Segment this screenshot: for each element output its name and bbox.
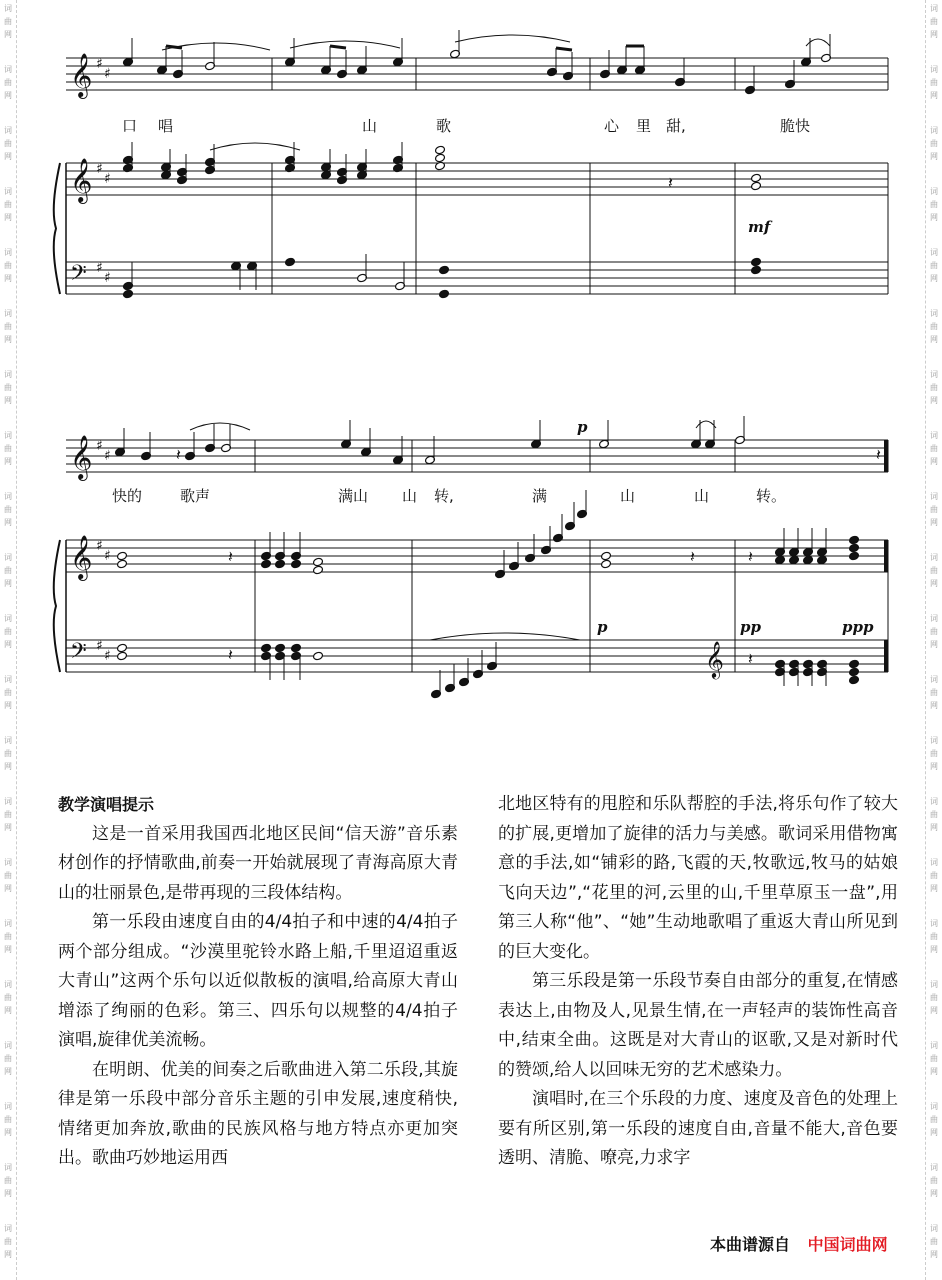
note-head xyxy=(439,289,450,299)
key-sharp: ♯ xyxy=(104,548,111,564)
note-head xyxy=(117,559,128,569)
note-head xyxy=(313,651,324,661)
watermark-glyph: 曲 xyxy=(4,200,12,209)
dynamic-pp: pp xyxy=(740,618,761,636)
watermark-glyph: 词 xyxy=(4,126,12,135)
watermark-glyph: 网 xyxy=(4,1128,12,1137)
note-beam xyxy=(330,46,346,48)
watermark-glyph: 网 xyxy=(4,30,12,39)
watermark-glyph: 词 xyxy=(930,858,938,867)
watermark-glyph: 词 xyxy=(4,65,12,74)
watermark-glyph: 词 xyxy=(4,797,12,806)
watermark-glyph: 词 xyxy=(4,1224,12,1233)
key-sharp: ♯ xyxy=(104,448,111,464)
watermark-glyph: 网 xyxy=(4,1189,12,1198)
watermark-glyph: 网 xyxy=(4,701,12,710)
note-head xyxy=(849,543,860,553)
key-sharp: ♯ xyxy=(104,648,111,664)
lyric-syllable: 心 xyxy=(604,117,620,135)
dynamic-p-piano: p xyxy=(597,618,608,636)
watermark-glyph: 曲 xyxy=(4,1115,12,1124)
key-sharp: ♯ xyxy=(96,538,103,554)
note-head xyxy=(849,675,860,685)
watermark-glyph: 曲 xyxy=(4,627,12,636)
rest: 𝄽 xyxy=(748,547,753,566)
watermark-glyph: 网 xyxy=(930,457,938,466)
tie-slur xyxy=(430,633,580,640)
note-head xyxy=(313,557,324,567)
paragraph: 演唱时,在三个乐段的力度、速度及音色的处理上要有所区别,第一乐段的速度自由,音量不能大,音色要透明、清脆、嘹亮,力求字 xyxy=(498,1089,898,1168)
watermark-glyph: 曲 xyxy=(930,78,938,87)
note-head xyxy=(291,643,302,653)
treble-clef: 𝄞 xyxy=(70,53,93,97)
watermark-glyph: 词 xyxy=(930,919,938,928)
dynamic-p-voice: p xyxy=(577,418,588,436)
piano-brace xyxy=(54,540,60,672)
watermark-glyph: 词 xyxy=(930,187,938,196)
key-sharp: ♯ xyxy=(96,260,103,276)
watermark-glyph: 曲 xyxy=(930,932,938,941)
paragraph: 第三乐段是第一乐段节奏自由部分的重复,在情感表达上,由物及人,见景生情,在一声轻声的装饰性高音中,结束全曲。这既是对大青山的讴歌,又是对新时代的赞颂,给人以回味无穷的艺术感染力。 xyxy=(498,971,898,1080)
key-sharp: ♯ xyxy=(104,171,111,187)
key-sharp: ♯ xyxy=(104,66,111,82)
watermark-glyph: 词 xyxy=(930,65,938,74)
watermark-glyph: 网 xyxy=(930,1006,938,1015)
lyric-syllable: 满山 xyxy=(338,487,369,505)
watermark-glyph: 网 xyxy=(4,884,12,893)
watermark-glyph: 词 xyxy=(930,431,938,440)
note-head xyxy=(439,265,450,275)
watermark-glyph: 词 xyxy=(930,553,938,562)
watermark-glyph: 网 xyxy=(4,274,12,283)
rest: 𝄽 xyxy=(228,645,233,664)
note-head xyxy=(313,565,324,575)
note-beam xyxy=(556,48,572,50)
lyric-syllable: 山 xyxy=(402,487,418,505)
note-head xyxy=(751,173,762,183)
watermark-glyph: 曲 xyxy=(4,322,12,331)
watermark-glyph: 词 xyxy=(4,370,12,379)
note-head xyxy=(849,551,860,561)
watermark-glyph: 曲 xyxy=(930,1054,938,1063)
lyric-syllable: 山 xyxy=(694,487,710,505)
watermark-glyph: 网 xyxy=(930,1189,938,1198)
watermark-glyph: 网 xyxy=(930,335,938,344)
watermark-glyph: 词 xyxy=(4,1163,12,1172)
note-head xyxy=(291,559,302,569)
bass-clef: 𝄢 xyxy=(70,261,87,291)
watermark-glyph: 词 xyxy=(4,309,12,318)
watermark-glyph: 曲 xyxy=(4,17,12,26)
note-head xyxy=(849,667,860,677)
rest: 𝄽 xyxy=(690,547,695,566)
watermark-glyph: 曲 xyxy=(930,505,938,514)
note-head xyxy=(275,643,286,653)
watermark-glyph: 词 xyxy=(930,248,938,257)
watermark-glyph: 网 xyxy=(4,823,12,832)
watermark-glyph: 词 xyxy=(930,4,938,13)
watermark-glyph: 词 xyxy=(930,1041,938,1050)
watermark-glyph: 词 xyxy=(4,431,12,440)
watermark-glyph: 曲 xyxy=(4,871,12,880)
watermark-glyph: 词 xyxy=(4,919,12,928)
watermark-glyph: 曲 xyxy=(4,78,12,87)
watermark-glyph: 网 xyxy=(930,274,938,283)
bass-clef: 𝄢 xyxy=(70,639,87,669)
watermark-glyph: 曲 xyxy=(930,200,938,209)
note-head xyxy=(775,555,786,565)
treble-clef: 𝄞 xyxy=(70,535,93,579)
lyric-syllable: 歌 xyxy=(436,117,452,135)
watermark-glyph: 网 xyxy=(4,1067,12,1076)
watermark-glyph: 词 xyxy=(930,126,938,135)
note-head xyxy=(751,257,762,267)
treble-clef: 𝄞 xyxy=(70,158,93,202)
watermark-glyph: 网 xyxy=(930,640,938,649)
source-label: 本曲谱源自 xyxy=(710,1235,791,1254)
watermark-glyph: 网 xyxy=(4,396,12,405)
lyric-syllable: 快的 xyxy=(112,487,143,505)
watermark-glyph: 曲 xyxy=(4,932,12,941)
watermark-glyph: 曲 xyxy=(4,1054,12,1063)
rest: 𝄽 xyxy=(748,649,753,668)
rest: 𝄽 xyxy=(228,547,233,566)
watermark-glyph: 词 xyxy=(930,797,938,806)
dynamic-ppp: ppp xyxy=(842,618,874,636)
tie-slur xyxy=(210,143,300,150)
watermark-glyph: 曲 xyxy=(4,444,12,453)
note-head xyxy=(435,153,446,163)
watermark-glyph: 词 xyxy=(4,492,12,501)
source-brand-link[interactable]: 中国词曲网 xyxy=(807,1235,888,1254)
note-head xyxy=(817,555,828,565)
watermark-glyph: 词 xyxy=(4,980,12,989)
watermark-glyph: 网 xyxy=(930,152,938,161)
watermark-glyph: 网 xyxy=(930,396,938,405)
watermark-glyph: 词 xyxy=(930,736,938,745)
watermark-glyph: 曲 xyxy=(930,444,938,453)
watermark-glyph: 词 xyxy=(4,248,12,257)
watermark-glyph: 网 xyxy=(4,1250,12,1259)
watermark-glyph: 曲 xyxy=(4,505,12,514)
note-head xyxy=(261,559,272,569)
note-head xyxy=(285,257,296,267)
watermark-glyph: 网 xyxy=(930,1067,938,1076)
note-head xyxy=(751,181,762,191)
treble-clef-change: 𝄞 xyxy=(705,640,724,678)
watermark-glyph: 曲 xyxy=(930,688,938,697)
watermark-glyph: 曲 xyxy=(4,1176,12,1185)
watermark-glyph: 网 xyxy=(4,579,12,588)
note-head xyxy=(275,559,286,569)
watermark-glyph: 网 xyxy=(930,1250,938,1259)
note-head xyxy=(117,551,128,561)
lyric-syllable: 口 xyxy=(122,117,138,135)
note-head xyxy=(789,555,800,565)
note-head xyxy=(803,555,814,565)
note-head xyxy=(117,643,128,653)
watermark-glyph: 网 xyxy=(4,762,12,771)
watermark-glyph: 网 xyxy=(4,518,12,527)
watermark-glyph: 网 xyxy=(4,91,12,100)
lyric-syllable: 山 xyxy=(620,487,636,505)
watermark-glyph: 曲 xyxy=(930,322,938,331)
watermark-glyph: 网 xyxy=(930,518,938,527)
watermark-glyph: 词 xyxy=(4,614,12,623)
watermark-glyph: 网 xyxy=(4,335,12,344)
watermark-glyph: 曲 xyxy=(930,627,938,636)
watermark-glyph: 词 xyxy=(930,614,938,623)
watermark-glyph: 曲 xyxy=(4,139,12,148)
watermark-glyph: 网 xyxy=(930,30,938,39)
watermark-glyph: 词 xyxy=(930,980,938,989)
note-head xyxy=(601,551,612,561)
watermark-glyph: 词 xyxy=(930,492,938,501)
watermark-glyph: 网 xyxy=(4,1006,12,1015)
watermark-glyph: 词 xyxy=(930,1163,938,1172)
watermark-glyph: 曲 xyxy=(4,1237,12,1246)
lyric-syllable: 转, xyxy=(434,487,454,505)
watermark-glyph: 词 xyxy=(4,736,12,745)
lyric-syllable: 里 xyxy=(636,117,652,135)
paragraph: 在明朗、优美的间奏之后歌曲进入第二乐段,其旋律是第一乐段中部分音乐主题的引申发展,速度稍快,情绪更加奔放,歌曲的民族风格与地方特点亦更加突出。歌曲巧妙地运用西 xyxy=(58,1059,458,1168)
watermark-glyph: 网 xyxy=(930,213,938,222)
watermark-glyph: 曲 xyxy=(4,261,12,270)
final-bar xyxy=(884,640,888,672)
watermark-glyph: 曲 xyxy=(4,688,12,697)
rest: 𝄽 xyxy=(876,445,881,464)
watermark-glyph: 网 xyxy=(930,701,938,710)
watermark-glyph: 词 xyxy=(930,1102,938,1111)
watermark-glyph: 曲 xyxy=(930,566,938,575)
watermark-glyph: 曲 xyxy=(930,871,938,880)
watermark-glyph: 网 xyxy=(930,1128,938,1137)
key-sharp: ♯ xyxy=(104,270,111,286)
note-head xyxy=(261,643,272,653)
watermark-glyph: 词 xyxy=(4,553,12,562)
lyric-syllable: 歌声 xyxy=(180,487,211,505)
watermark-glyph: 网 xyxy=(930,579,938,588)
lyric-syllable: 满 xyxy=(532,487,548,505)
watermark-glyph: 网 xyxy=(930,823,938,832)
watermark-glyph: 网 xyxy=(930,762,938,771)
watermark-glyph: 网 xyxy=(930,91,938,100)
watermark-glyph: 词 xyxy=(4,187,12,196)
rest: 𝄽 xyxy=(176,445,181,464)
watermark-glyph: 曲 xyxy=(4,749,12,758)
rest: 𝄽 xyxy=(668,173,673,192)
key-sharp: ♯ xyxy=(96,438,103,454)
paragraph: 第一乐段由速度自由的4/4拍子和中速的4/4拍子两个部分组成。“沙漠里驼铃水路上船,千里迢迢重返大青山”这两个乐句以近似散板的演唱,给高原大青山增添了绚丽的色彩。第三、四乐句以规整的4/4拍子演唱,旋律优美流畅。 xyxy=(58,912,458,1050)
treble-clef: 𝄞 xyxy=(70,435,93,479)
watermark-glyph: 曲 xyxy=(930,749,938,758)
watermark-glyph: 曲 xyxy=(930,1237,938,1246)
watermark-glyph: 词 xyxy=(930,1224,938,1233)
dynamic-mf: mf xyxy=(748,218,771,236)
piano-brace xyxy=(54,163,60,294)
note-head xyxy=(117,651,128,661)
tie-slur xyxy=(190,423,250,430)
watermark-glyph: 网 xyxy=(4,945,12,954)
lyric-syllable: 甜, xyxy=(666,117,686,135)
paragraph: 北地区特有的甩腔和乐队帮腔的手法,将乐句作了较大的扩展,更增加了旋律的活力与美感。歌词采用借物寓意的手法,如“铺彩的路,飞霞的天,牧歌远,牧马的姑娘飞向天边”,“花里的河,云里的山,千里草原玉一盘”,用第三人称“他”、“她”生动地歌唱了重返大青山所见到的巨大变化。 xyxy=(498,794,898,962)
note-head xyxy=(601,559,612,569)
lyric-syllable: 唱 xyxy=(158,117,174,135)
watermark-glyph: 曲 xyxy=(930,1115,938,1124)
watermark-glyph: 网 xyxy=(4,152,12,161)
final-bar xyxy=(884,440,888,472)
watermark-glyph: 网 xyxy=(930,884,938,893)
watermark-glyph: 网 xyxy=(4,457,12,466)
watermark-glyph: 曲 xyxy=(930,383,938,392)
watermark-glyph: 网 xyxy=(930,945,938,954)
watermark-glyph: 曲 xyxy=(930,139,938,148)
tie-slur xyxy=(455,35,570,42)
paragraph: 这是一首采用我国西北地区民间“信天游”音乐素材创作的抒情歌曲,前奏一开始就展现了青海高原大青山的壮丽景色,是带再现的三段体结构。 xyxy=(58,823,458,903)
lyric-syllable: 转。 xyxy=(756,487,787,505)
note-head xyxy=(849,535,860,545)
watermark-glyph: 曲 xyxy=(930,1176,938,1185)
watermark-glyph: 词 xyxy=(930,309,938,318)
left-column xyxy=(58,790,458,1174)
watermark-glyph: 曲 xyxy=(930,993,938,1002)
watermark-glyph: 曲 xyxy=(930,810,938,819)
watermark-glyph: 曲 xyxy=(4,383,12,392)
key-sharp: ♯ xyxy=(96,161,103,177)
tie-slur xyxy=(696,421,716,428)
watermark-glyph: 曲 xyxy=(4,993,12,1002)
watermark-glyph: 网 xyxy=(4,213,12,222)
watermark-glyph: 曲 xyxy=(930,17,938,26)
watermark-glyph: 网 xyxy=(4,640,12,649)
note-head xyxy=(123,289,134,299)
watermark-glyph: 曲 xyxy=(4,566,12,575)
key-sharp: ♯ xyxy=(96,56,103,72)
watermark-glyph: 曲 xyxy=(4,810,12,819)
note-head xyxy=(751,265,762,275)
final-bar xyxy=(884,540,888,572)
right-column xyxy=(498,790,898,1174)
notes-heading: 教学演唱提示 xyxy=(58,795,155,814)
lyric-syllable: 脆快 xyxy=(780,117,811,135)
source-credit xyxy=(710,1232,888,1255)
note-head xyxy=(435,145,446,155)
watermark-glyph: 词 xyxy=(4,1041,12,1050)
watermark-glyph: 词 xyxy=(4,858,12,867)
key-sharp: ♯ xyxy=(96,638,103,654)
watermark-glyph: 词 xyxy=(4,675,12,684)
watermark-glyph: 词 xyxy=(930,675,938,684)
watermark-glyph: 词 xyxy=(4,1102,12,1111)
watermark-glyph: 词 xyxy=(930,370,938,379)
watermark-glyph: 词 xyxy=(4,4,12,13)
note-head xyxy=(849,659,860,669)
watermark-glyph: 曲 xyxy=(930,261,938,270)
lyric-syllable: 山 xyxy=(362,117,378,135)
